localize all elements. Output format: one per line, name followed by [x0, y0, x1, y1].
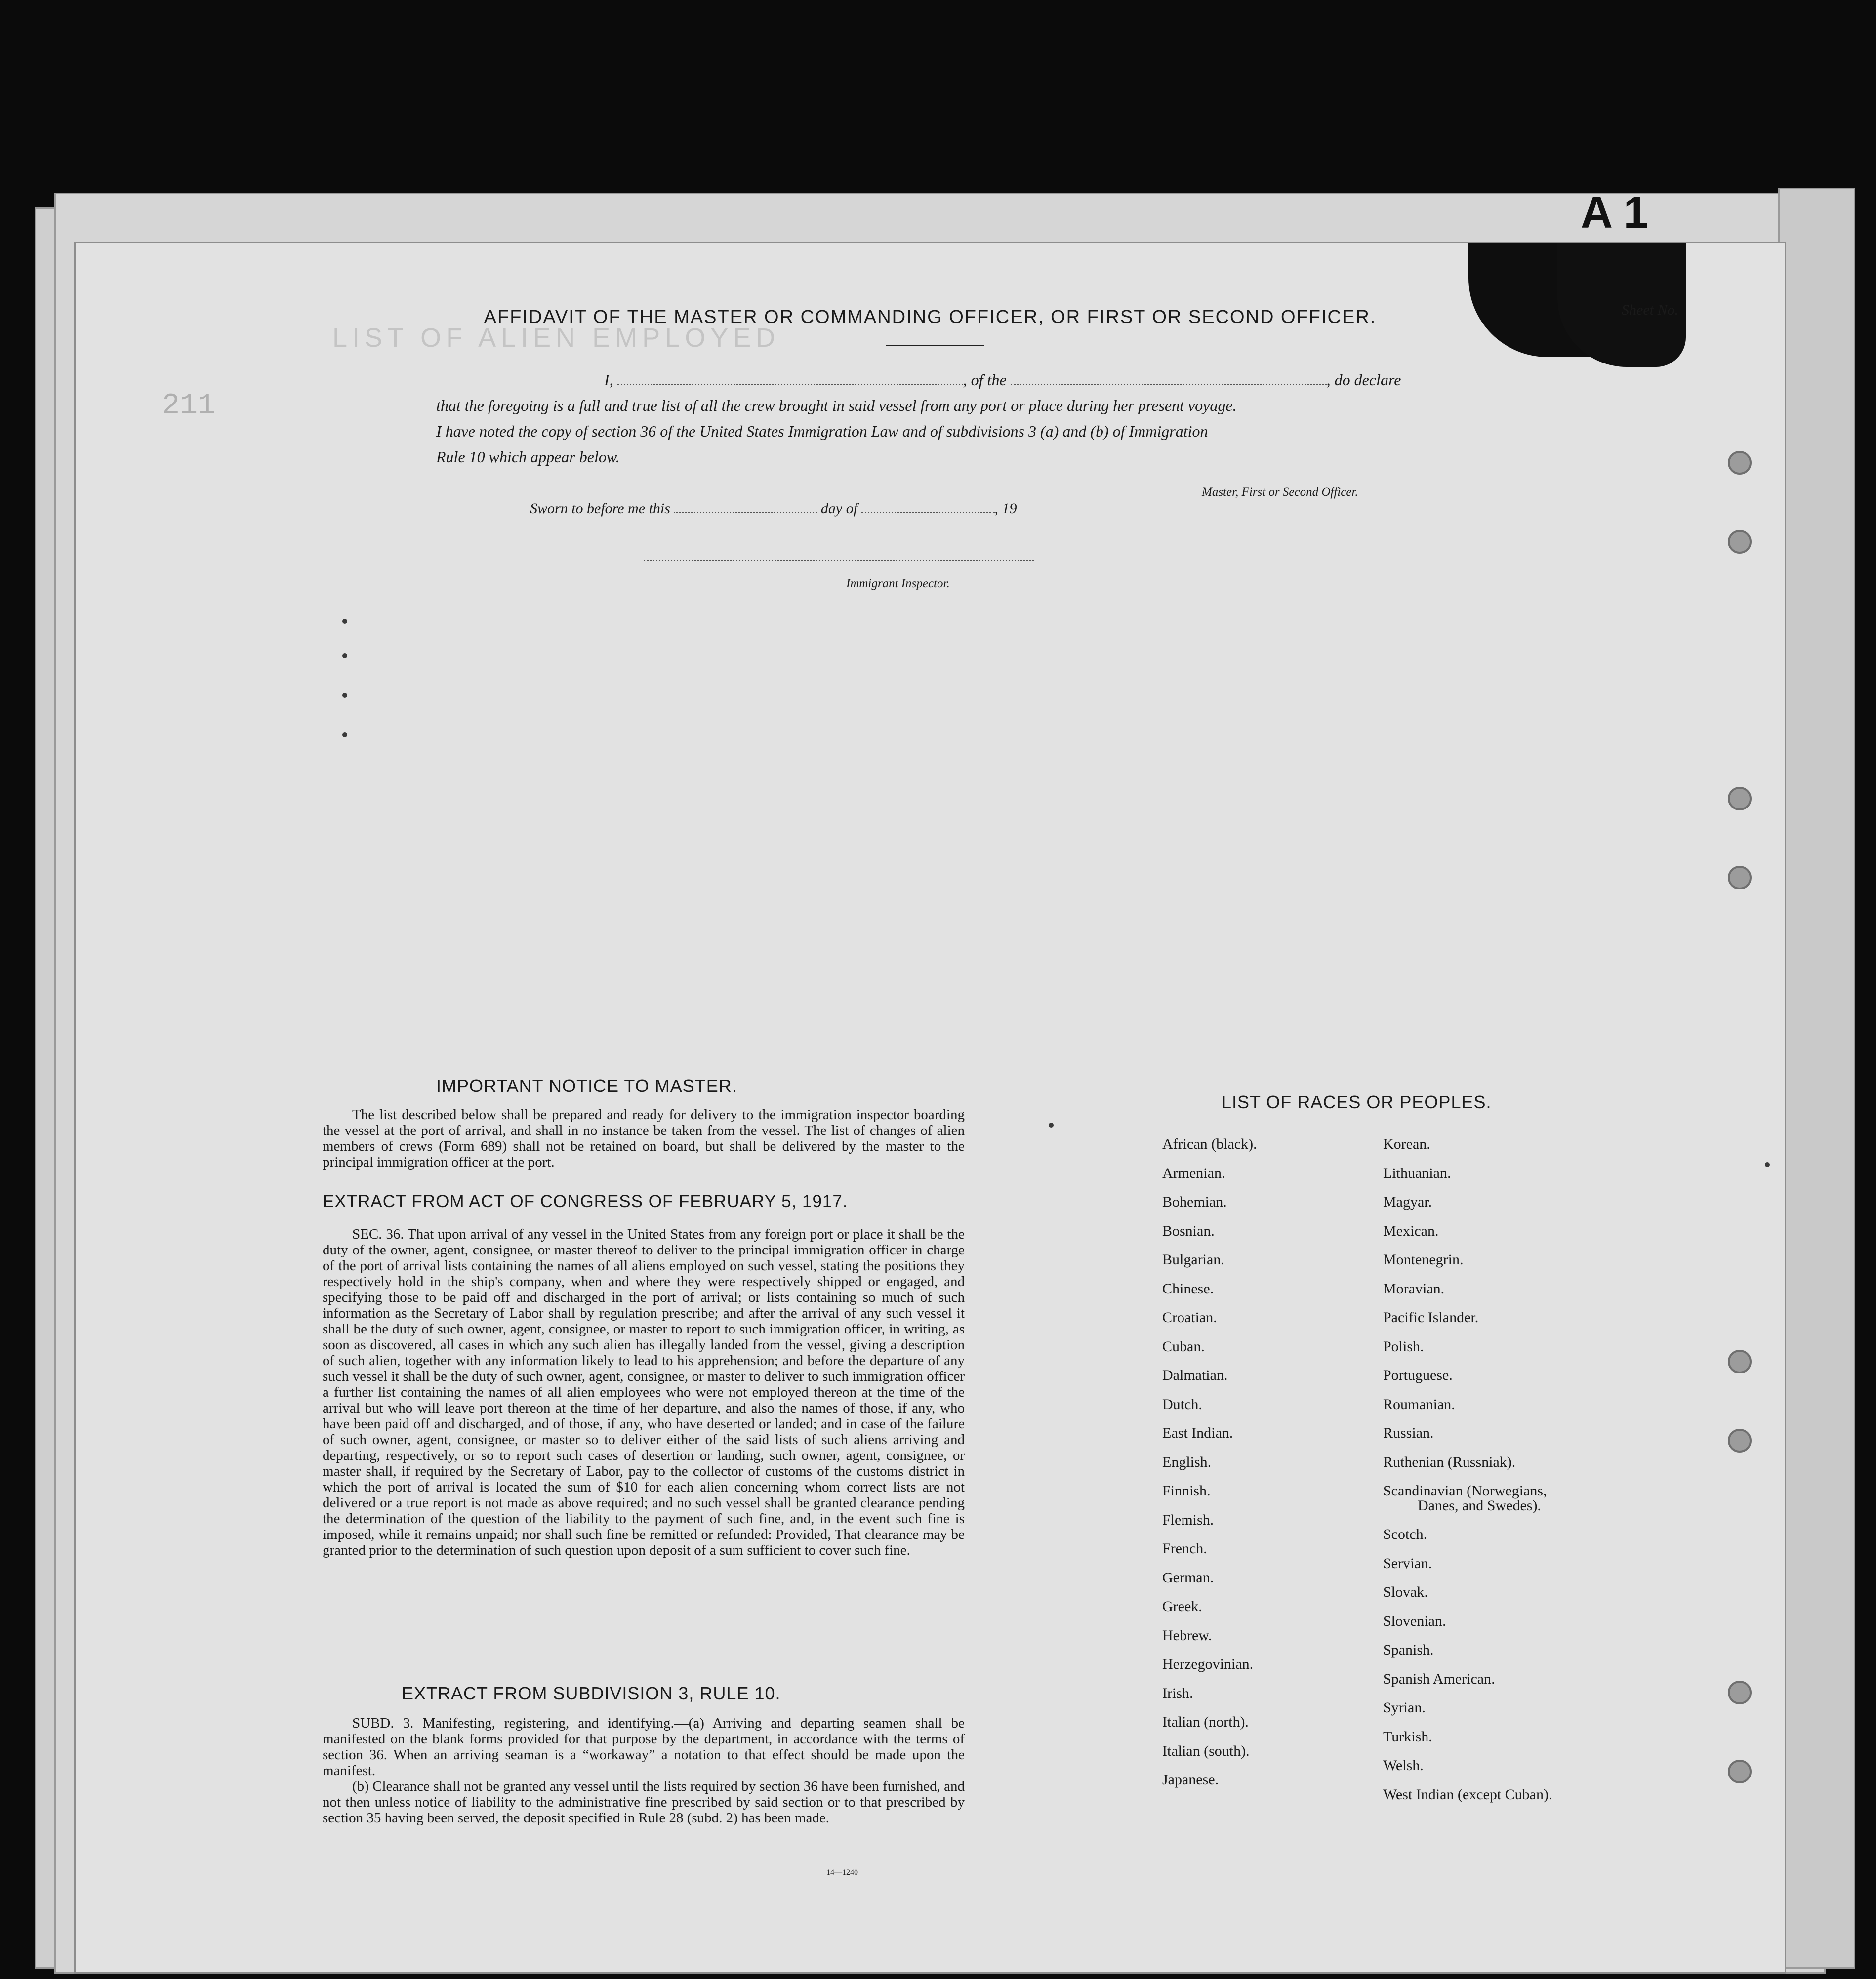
- race-item: Hebrew.: [1162, 1627, 1212, 1644]
- affidavit-body: [436, 367, 1498, 470]
- race-item: Turkish.: [1383, 1728, 1432, 1745]
- race-item: Syrian.: [1383, 1699, 1426, 1716]
- rule-extract-text: [323, 1715, 965, 1826]
- race-item: Magyar.: [1383, 1194, 1432, 1210]
- race-item: Bulgarian.: [1162, 1252, 1224, 1268]
- race-item: Montenegrin.: [1383, 1252, 1464, 1268]
- race-item: Servian.: [1383, 1555, 1432, 1572]
- race-item: Italian (north).: [1162, 1714, 1249, 1730]
- binder-hole-4: [1728, 866, 1752, 889]
- race-item: Bosnian.: [1162, 1222, 1215, 1239]
- rule-extract-title: EXTRACT FROM SUBDIVISION 3, RULE 10.: [402, 1683, 781, 1703]
- title-underline: [886, 345, 984, 346]
- stray-dot: [342, 732, 347, 737]
- race-item: Spanish.: [1383, 1642, 1434, 1658]
- race-item: Ruthenian (Russniak).: [1383, 1454, 1516, 1470]
- race-item: East Indian.: [1162, 1425, 1233, 1441]
- race-item: Slovenian.: [1383, 1613, 1446, 1629]
- race-item: Slovak.: [1383, 1584, 1428, 1600]
- affidavit-line-1: [436, 367, 1498, 393]
- back-sheet-3: [1778, 188, 1855, 1969]
- binder-hole-3: [1728, 787, 1752, 810]
- race-item: Greek.: [1162, 1598, 1202, 1615]
- of-the-label: , of the: [963, 371, 1007, 389]
- stray-dot: [342, 653, 347, 658]
- notice-text: [323, 1107, 965, 1170]
- act-extract-title: EXTRACT FROM ACT OF CONGRESS OF FEBRUARY 5, 1917.: [323, 1192, 848, 1211]
- race-item: Mexican.: [1383, 1222, 1439, 1239]
- race-item: Roumanian.: [1383, 1396, 1455, 1413]
- affidavit-line-4: Rule 10 which appear below.: [436, 448, 620, 466]
- rule-paragraph-a: SUBD. 3. Manifesting, registering, and identifying.—(a) Arriving and departing seamen shall be manifested on the blank forms provided for that purpose by the department, in accordance with the terms of section 36. When an arriving seaman is a “workaway” a notation to that effect should be made upon the manifest.: [323, 1715, 965, 1778]
- race-item: Russian.: [1383, 1425, 1434, 1441]
- name-blank[interactable]: [617, 384, 963, 385]
- race-item: Dutch.: [1162, 1396, 1202, 1413]
- stray-dot: [1049, 1123, 1054, 1128]
- inspector-label: Immigrant Inspector.: [846, 577, 950, 590]
- binder-hole-7: [1728, 1681, 1752, 1704]
- stray-dot: [342, 619, 347, 624]
- race-item: Cuban.: [1162, 1338, 1205, 1355]
- rule-paragraph-b: (b) Clearance shall not be granted any vessel until the lists required by section 36 have been furnished, and not then unless notice of liability to the administrative fine prescribed by said section or to that prescribed by section 35 having been served, the deposit specified in Rule 28 (subd. 2) has been made.: [323, 1778, 965, 1826]
- race-item: Chinese.: [1162, 1280, 1214, 1297]
- race-item: Herzegovinian.: [1162, 1656, 1254, 1672]
- race-item: Japanese.: [1162, 1772, 1219, 1788]
- sheet-number-label: Sheet No.: [1622, 302, 1678, 318]
- day-of-label: day of: [820, 500, 858, 517]
- stray-dot: [1765, 1162, 1770, 1167]
- sworn-line: [530, 500, 1017, 517]
- stray-dot: [342, 693, 347, 698]
- race-item: Bohemian.: [1162, 1194, 1227, 1210]
- act-paragraph: SEC. 36. That upon arrival of any vessel in the United States from any foreign port or place it shall be the duty of the owner, agent, consignee, or master thereof to deliver to the principal immigration officer in charge of the port of arrival lists containing the names of all aliens employed on such vessel, stating the positions they respectively hold in the ship's company, when and where they were respectively shipped or engaged, and specifying those to be paid off and discharged in the port of arrival; or lists containing so much of such information as the Secretary of Labor shall by regulation prescribe; and after the arrival of any such vessel it shall be the duty of such owner, agent, consignee, or master to report to such immigration officer, in writing, as soon as discovered, all cases in which any such alien has illegally landed from the vessel, giving a description of such alien, together with any information likely to lead to his apprehension; and before the departure of any such vessel it shall be the duty of such owner, agent, consignee, or master to deliver to such immigration officer a further list containing the names of all alien employees who were not employed thereon at the time of the arrival but who will leave port thereon at the time of her departure, and also the names of those, if any, who have been paid off and discharged, and of those, if any, who have deserted or landed; and in case of the failure of such owner, agent, consignee, or master so to deliver either of the said lists of such aliens arriving and departing, respectively, or so to report such cases of desertion or landing, such owner, agent, consignee, or master shall, if required by the Secretary of Labor, pay to the collector of customs of the customs district in which the port of arrival is located the sum of $10 for each alien concerning whom correct lists are not delivered or a true report is not made as above required; and no such vessel shall be granted clearance pending the determination of the question of the liability to the payment of such fine, and, in the event such fine is imposed, while it remains unpaid; nor shall such fine be remitted or refunded: Provided, That clearance may be granted prior to the determination of such question upon deposit of a sum sufficient to cover such fine.: [323, 1226, 965, 1558]
- race-item: African (black).: [1162, 1136, 1257, 1152]
- race-item: Croatian.: [1162, 1309, 1217, 1326]
- act-extract-text: [323, 1226, 965, 1558]
- intro-i: I,: [604, 371, 613, 389]
- form-number: 14—1240: [826, 1868, 858, 1877]
- binder-hole-8: [1728, 1760, 1752, 1783]
- races-column-1: [1162, 1130, 1257, 1795]
- race-item: Flemish.: [1162, 1511, 1214, 1528]
- signatory-label: Master, First or Second Officer.: [1202, 485, 1358, 499]
- race-item: Italian (south).: [1162, 1742, 1250, 1759]
- race-item: Danes, and Swedes).: [1418, 1497, 1541, 1514]
- race-item: Korean.: [1383, 1136, 1430, 1152]
- corner-stamp: A 1: [1581, 188, 1648, 238]
- year-prefix: , 19: [994, 500, 1017, 517]
- affidavit-line-3: I have noted the copy of section 36 of the United States Immigration Law and of subdivisions 3 (a) and (b) of Immigration: [436, 422, 1208, 440]
- races-column-2: [1383, 1130, 1552, 1809]
- sworn-prefix: Sworn to before me this: [530, 500, 670, 517]
- race-item: Portuguese.: [1383, 1367, 1453, 1383]
- notice-title: IMPORTANT NOTICE TO MASTER.: [436, 1076, 737, 1096]
- vessel-blank[interactable]: [1011, 384, 1327, 385]
- race-item: Pacific Islander.: [1383, 1309, 1479, 1326]
- manifest-sheet: [74, 242, 1786, 1974]
- day-blank[interactable]: [674, 512, 817, 513]
- binder-hole-5: [1728, 1350, 1752, 1373]
- race-item: French.: [1162, 1540, 1207, 1557]
- race-item: Polish.: [1383, 1338, 1424, 1355]
- race-item: Moravian.: [1383, 1280, 1445, 1297]
- bleed-through-mark-2: LIST OF ALIEN EMPLOYED: [332, 323, 780, 353]
- race-item: English.: [1162, 1454, 1212, 1470]
- inspector-signature-blank[interactable]: [644, 560, 1034, 561]
- race-item: West Indian (except Cuban).: [1383, 1786, 1552, 1803]
- binder-hole-1: [1728, 451, 1752, 475]
- month-blank[interactable]: [861, 512, 995, 513]
- affidavit-line-2: that the foregoing is a full and true list of all the crew brought in said vessel from any port or place during her present voyage.: [436, 397, 1237, 414]
- notice-paragraph: The list described below shall be prepared and ready for delivery to the immigration inspector boarding the vessel at the port of arrival, and shall in no instance be taken from the vessel. The list of changes of alien members of crews (Form 689) shall not be retained on board, but shall be delivered by the master to the principal immigration officer at the port.: [323, 1107, 965, 1170]
- race-item: Dalmatian.: [1162, 1367, 1228, 1383]
- binder-hole-2: [1728, 530, 1752, 554]
- races-title: LIST OF RACES OR PEOPLES.: [1222, 1092, 1492, 1112]
- race-item: Finnish.: [1162, 1483, 1211, 1499]
- race-item: Scotch.: [1383, 1526, 1427, 1542]
- race-item: Scandinavian (Norwegians,: [1383, 1483, 1547, 1499]
- race-item: Lithuanian.: [1383, 1165, 1451, 1181]
- race-item: Welsh.: [1383, 1757, 1424, 1774]
- bleed-through-mark-1: 211: [162, 389, 216, 423]
- binder-hole-6: [1728, 1429, 1752, 1453]
- race-item: Armenian.: [1162, 1165, 1225, 1181]
- affidavit-title: AFFIDAVIT OF THE MASTER OR COMMANDING OFFICER, OR FIRST OR SECOND OFFICER.: [484, 307, 1377, 327]
- do-declare-label: , do declare: [1326, 371, 1401, 389]
- race-item: Spanish American.: [1383, 1670, 1495, 1687]
- race-item: Irish.: [1162, 1685, 1193, 1701]
- race-item: German.: [1162, 1569, 1214, 1586]
